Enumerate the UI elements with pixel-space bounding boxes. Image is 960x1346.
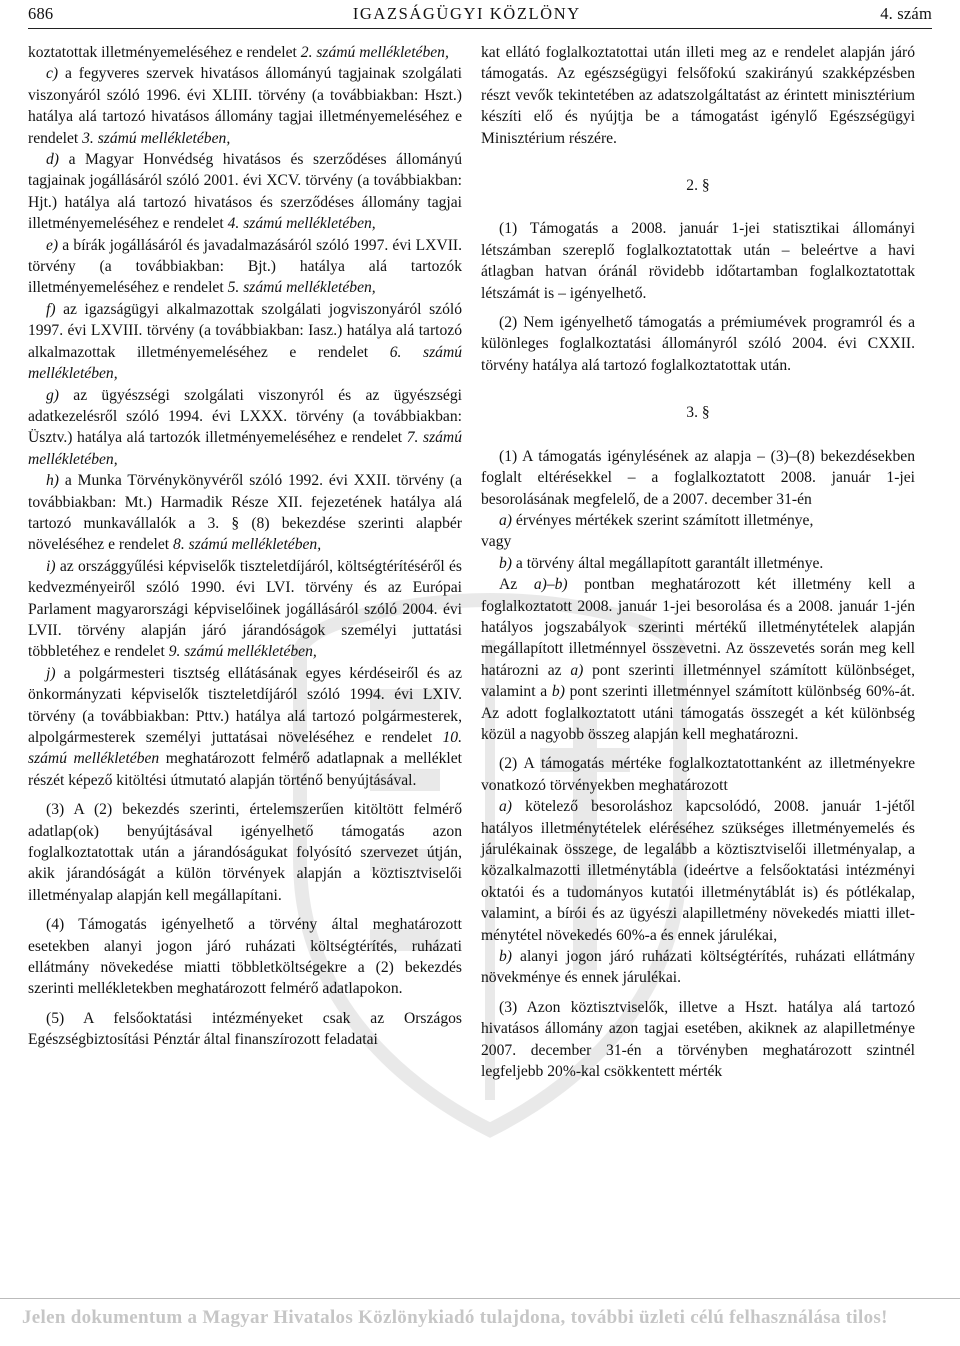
section-heading-3: 3. § (686, 404, 710, 422)
list-item-b: b) a törvény által megállapított garantált illetménye. (499, 554, 824, 572)
publication-title: IGAZSÁGÜGYI KÖZLÖNY (352, 4, 581, 23)
paragraph-2-1: (1) Támogatás a 2008. január 1-jei statisztikai állományi létszámban szereplő foglalkoztatottak után – beleértve a havi átlagban hatvan óránál rövidebb időtartamban foglalkoztatottak létszámát is – igényelhető. (481, 220, 915, 302)
right-column (481, 42, 915, 1082)
paragraph-5: (5) A felsőoktatási intézményeket csak az Országos Egészségbiztosítási Pénztár által finanszírozott feladatai (28, 1009, 462, 1049)
paragraph-3-2: (2) A támogatás mértéke foglalkoztatottanként az illetményekre vonatkozó törvényekben meghatározott (481, 755, 915, 794)
list-item-c: c) a fegyveres szervek hivatásos állományú tagjainak szolgálati viszonyáról szóló 1996. évi XLIII. törvény (a továbbiakban: Hszt.) hatálya alá tartozó hivatásos állomány tagjai illetményemeléséhez e rendelet 3. számú mellékletében, (28, 65, 462, 147)
list-item-h: h) a Munka Törvénykönyvéről szóló 1992. évi XXII. törvény (a továbbiakban: Mt.) Harmadik Része XII. fejezetének hatálya alá tartozó munkavállalók a 3. § (8) bekezdése szerinti alapbér növeléséhez e rendelet 8. számú mellékletében, (28, 472, 462, 554)
list-item-a: a) érvényes mértékek szerint számított illetménye, (499, 511, 814, 529)
paragraph-or: vagy (481, 533, 512, 551)
section-heading-2: 2. § (686, 177, 710, 195)
issue-number: 4. szám (880, 4, 932, 23)
paragraph-3-1: (1) A támogatás igénylésének az alapja – (3)–(8) bekezdésekben foglalt eltérésekkel – a foglalkoztatott 2008. január 1-jei besorolásának megfelelő, de a 2007. december 31-én (481, 447, 915, 508)
list-item-i: i) az országgyűlési képviselők tiszteletdíjáról, költségtérítéséről és kedvezményeiről szóló 1990. évi LVI. törvény és az Európai Parlament magyarországi képviselőinek jogállásáról szóló 2004. évi LVII. törvény alapján járó járandóságok személyi juttatási többletéhez e rendelet 9. számú mellékletében, (28, 557, 462, 661)
list-item-g: g) az ügyészségi szolgálati viszonyról és az ügyészségi adatkezelésről szóló 1994. évi LXXX. törvény (a továbbiakban: Üsztv.) hatálya alá tartozók illetményemeléséhez e rendelet 7. számú mellékletében, (28, 386, 462, 468)
list-item-a2: a) kötelező besoroláshoz kapcsolódó, 2008. január 1-jétől hatályos illetménytételek eléréséhez szükséges illetményemelés és járulékainak összege, de legalább a köztisztviselői illetményalap, a közalkalmazotti illetménytábla (ideértve a felsőoktatási intézményi oktatói és a tudományos kutatói illetménytáblát is) és pótlékalap, valamint, a bírói és az ügyészi alapilletmény növekedés miatti illetménytétel növekedés 60%-a és ennek járulékai, (481, 798, 915, 944)
list-item-d: d) a Magyar Honvédség hivatásos és szerződéses állományú tagjainak jogállásáról szóló 2001. évi XCV. törvény (a továbbiakban: Hjt.) hatálya alá tartozó hivatásos és szerződéses állomány tagjai illetményemeléséhez e rendelet 4. számú mellékletében, (28, 151, 462, 233)
paragraph-3-3: (3) Azon köztisztviselők, illetve a Hszt. hatálya alá tartozó hivatásos állomány azon tagjai esetében, akiknek az alapilletménye 2007. december 31-én a törvényben meghatározott szintnél legfeljebb 20%-kal csökkentett mérték (481, 998, 915, 1081)
paragraph-4: (4) Támogatás igényelhető a törvény által meghatározott esetekben alanyi jogon járó ruházati költségtérítés, ruházati ellátmány növekedése miatti többletköltségekre a (2) bekezdés szerinti mellékletekben meghatározott felmérő adatlapokon. (28, 916, 462, 998)
page-number: 686 (28, 4, 54, 23)
paragraph-2-2: (2) Nem igényelhető támogatás a prémiumévek programról és a különleges foglalkoztatási állományról szóló 2004. évi CXXII. törvény hatálya alá tartozó foglalkoztatottak után. (481, 314, 915, 374)
paragraph: koztatottak illetményemeléséhez e rendelet 2. számú mellékletében, (28, 44, 449, 61)
left-column (28, 42, 462, 1051)
list-item-b2: b) alanyi jogon járó ruházati költségtérítés, ruházati ellátmány növekménye és ennek járulékai. (481, 948, 915, 987)
paragraph-3: (3) A (2) bekezdés szerinti, értelemszerűen kitöltött felmérő adatlap(ok) benyújtásával igényelhető támogatás azon foglalkoztatottak után a járandóságukat folyósító szervezet útján, akik járandóságát a külön törvények alapján a köztisztviselői illetményalap alapján kell megállapítani. (28, 801, 462, 904)
paragraph-comparison: Az a)–b) pontban meghatározott két illetmény kell a foglalkoztatott 2008. január 1-jei besorolása és a 2008. január 1-jén hatályos jogszabályok szerinti mértékű illetménytételek alapján megállapított illetménnyel összevetni. Az összevetés során meg kell határozni az a) pont szerinti illetménnyel számított különbséget, valamint a b) pont szerinti illetménnyel számított különbség 60%-át. Az adott foglalkoztatott utáni támogatás összegét a két különbség közül a nagyobb összeg alapján kell meghatározni. (481, 576, 915, 743)
ownership-notice-bar (0, 1298, 960, 1346)
ownership-notice: Jelen dokumentum a Magyar Hivatalos Közlönykiadó tulajdona, további üzleti célú felhasználása tilos! (22, 1307, 888, 1328)
list-item-j: j) a polgármesteri tisztség ellátásának egyes kérdéseiről és az önkormányzati képviselők tiszteletdíjáról szóló 1994. évi LXIV. törvény (a továbbiakban: Pttv.) hatálya alá tartozó polgármesterek, alpolgármesterek személyi juttatásai növeléséhez e rendelet 10. számú mellékletében meghatározott felmérő adatlapnak a melléklet részét képező kitöltési útmutató alapján történő benyújtásával. (28, 664, 462, 789)
page-header (28, 0, 932, 29)
list-item-f: f) az igazságügyi alkalmazottak szolgálati jogviszonyáról szóló 1997. évi LXVIII. törvény (a továbbiakban: Iasz.) hatálya alá tartozó alkalmazottak illetményemeléséhez e rendelet 6. számú mellékletében, (28, 300, 462, 383)
list-item-e: e) a bírák jogállásáról és javadalmazásáról szóló 1997. évi LXVII. törvény (a továbbiakban: Bjt.) hatálya alá tartozók illetményemeléséhez e rendelet 5. számú mellékletében, (28, 236, 462, 297)
paragraph: kat ellátó foglalkoztatottai után illeti meg az e rendelet alapján járó támogatás. Az egészségügyi felsőfokú szakirányú szakképzésben részt vevők tekintetében az adatszolgáltatást az érintett minisztérium készíti elő és nyújtja be a támogatást igénylő Egészségügyi Minisztérium részére. (481, 44, 915, 147)
